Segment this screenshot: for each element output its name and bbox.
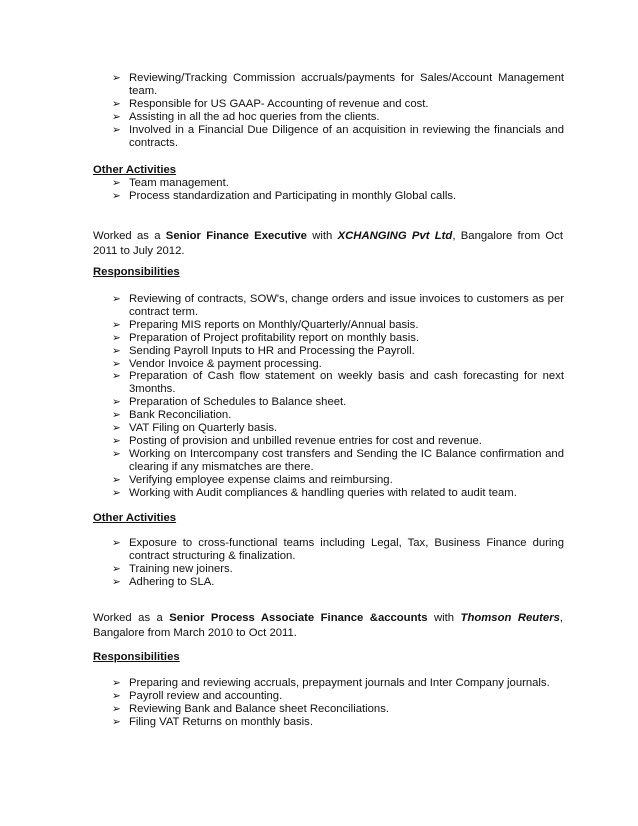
arrow-bullet-icon: ➢ xyxy=(112,702,121,715)
list-item: ➢ Working on Intercompany cost transfers and Sending the IC Balance confirmation and clearing if any mismatches are there. xyxy=(112,447,564,473)
arrow-bullet-icon: ➢ xyxy=(112,689,121,702)
list-item: ➢ Preparation of Schedules to Balance sheet. xyxy=(112,396,347,409)
list-item: ➢ Posting of provision and unbilled revenue entries for cost and revenue. xyxy=(112,434,482,447)
list-item: ➢ Vendor Invoice & payment processing. xyxy=(112,357,322,370)
job-title: Senior Finance Executive xyxy=(165,230,307,242)
arrow-bullet-icon: ➢ xyxy=(112,715,121,728)
list-item: ➢ Involved in a Financial Due Diligence of an acquisition in reviewing the financials and contracts. xyxy=(112,123,564,149)
list-item: ➢ Working with Audit compliances & handling queries with related to audit team. xyxy=(112,486,517,499)
arrow-bullet-icon: ➢ xyxy=(112,97,121,110)
arrow-bullet-icon: ➢ xyxy=(112,189,121,202)
job-summary-thomson-reuters: Worked as a Senior Process Associate Finance &accounts with Thomson Reuters, Bangalore from March 2010 to Oct 2011. xyxy=(93,612,564,639)
responsibilities-list xyxy=(112,293,564,500)
arrow-bullet-icon: ➢ xyxy=(112,473,121,486)
list-item: ➢ Preparation of Cash flow statement on weekly basis and cash forecasting for next 3months. xyxy=(112,370,564,396)
arrow-bullet-icon: ➢ xyxy=(112,123,121,136)
list-item: ➢ Process standardization and Participating in monthly Global calls. xyxy=(112,189,457,202)
arrow-bullet-icon: ➢ xyxy=(112,409,121,422)
arrow-bullet-icon: ➢ xyxy=(112,370,121,383)
other-activities-heading: Other Activities xyxy=(93,512,177,524)
list-item: ➢ Preparation of Project profitability report on monthly basis. xyxy=(112,331,420,344)
other-activities-list xyxy=(112,177,564,203)
arrow-bullet-icon: ➢ xyxy=(112,537,121,549)
list-item: ➢ Exposure to cross-functional teams including Legal, Tax, Business Finance during contract structuring & finalization. xyxy=(112,537,564,562)
responsibilities-heading: Responsibilities xyxy=(93,266,180,278)
list-item: ➢ Sending Payroll Inputs to HR and Processing the Payroll. xyxy=(112,344,415,357)
arrow-bullet-icon: ➢ xyxy=(112,396,121,409)
list-item: ➢ Verifying employee expense claims and reimbursing. xyxy=(112,473,393,486)
arrow-bullet-icon: ➢ xyxy=(112,575,121,588)
company-name: Thomson Reuters xyxy=(460,612,560,624)
list-item: ➢ Reviewing of contracts, SOW's, change orders and issue invoices to customers as per contract term. xyxy=(112,293,564,318)
list-item: ➢ Payroll review and accounting. xyxy=(112,689,283,702)
list-item: ➢ Assisting in all the ad hoc queries from the clients. xyxy=(112,110,380,123)
list-item: ➢ Reviewing/Tracking Commission accruals/payments for Sales/Account Management team. xyxy=(112,72,564,97)
list-item: ➢ Reviewing Bank and Balance sheet Reconciliations. xyxy=(112,702,389,715)
arrow-bullet-icon: ➢ xyxy=(112,562,121,575)
arrow-bullet-icon: ➢ xyxy=(112,331,121,344)
section1-list xyxy=(112,72,564,149)
arrow-bullet-icon: ➢ xyxy=(112,357,121,370)
list-item: ➢ Preparing MIS reports on Monthly/Quarterly/Annual basis. xyxy=(112,318,419,331)
job-summary-xchanging: Worked as a Senior Finance Executive with XCHANGING Pvt Ltd, Bangalore from Oct 2011 to July 2012. xyxy=(93,230,563,257)
arrow-bullet-icon: ➢ xyxy=(112,677,121,689)
arrow-bullet-icon: ➢ xyxy=(112,486,121,499)
list-item: ➢ Bank Reconciliation. xyxy=(112,409,232,422)
arrow-bullet-icon: ➢ xyxy=(112,422,121,435)
arrow-bullet-icon: ➢ xyxy=(112,110,121,123)
job-title: Senior Process Associate Finance &accounts xyxy=(169,612,428,624)
company-name: XCHANGING Pvt Ltd xyxy=(337,230,453,242)
arrow-bullet-icon: ➢ xyxy=(112,434,121,447)
list-item: ➢ Training new joiners. xyxy=(112,562,233,575)
arrow-bullet-icon: ➢ xyxy=(112,318,121,331)
list-item: ➢ Responsible for US GAAP- Accounting of revenue and cost. xyxy=(112,97,429,110)
list-item: ➢ Adhering to SLA. xyxy=(112,575,215,588)
arrow-bullet-icon: ➢ xyxy=(112,344,121,357)
other-activities-heading: Other Activities xyxy=(93,164,177,176)
other-activities-list xyxy=(112,537,564,589)
list-item: ➢ VAT Filing on Quarterly basis. xyxy=(112,422,278,435)
responsibilities-list xyxy=(112,677,564,729)
list-item: ➢ Filing VAT Returns on monthly basis. xyxy=(112,715,313,728)
arrow-bullet-icon: ➢ xyxy=(112,72,121,84)
responsibilities-heading: Responsibilities xyxy=(93,651,180,663)
arrow-bullet-icon: ➢ xyxy=(112,447,121,460)
arrow-bullet-icon: ➢ xyxy=(112,293,121,305)
arrow-bullet-icon: ➢ xyxy=(112,177,121,189)
list-item: ➢ Preparing and reviewing accruals, prepayment journals and Inter Company journals. xyxy=(112,677,550,689)
list-item: ➢ Team management. xyxy=(112,177,229,189)
